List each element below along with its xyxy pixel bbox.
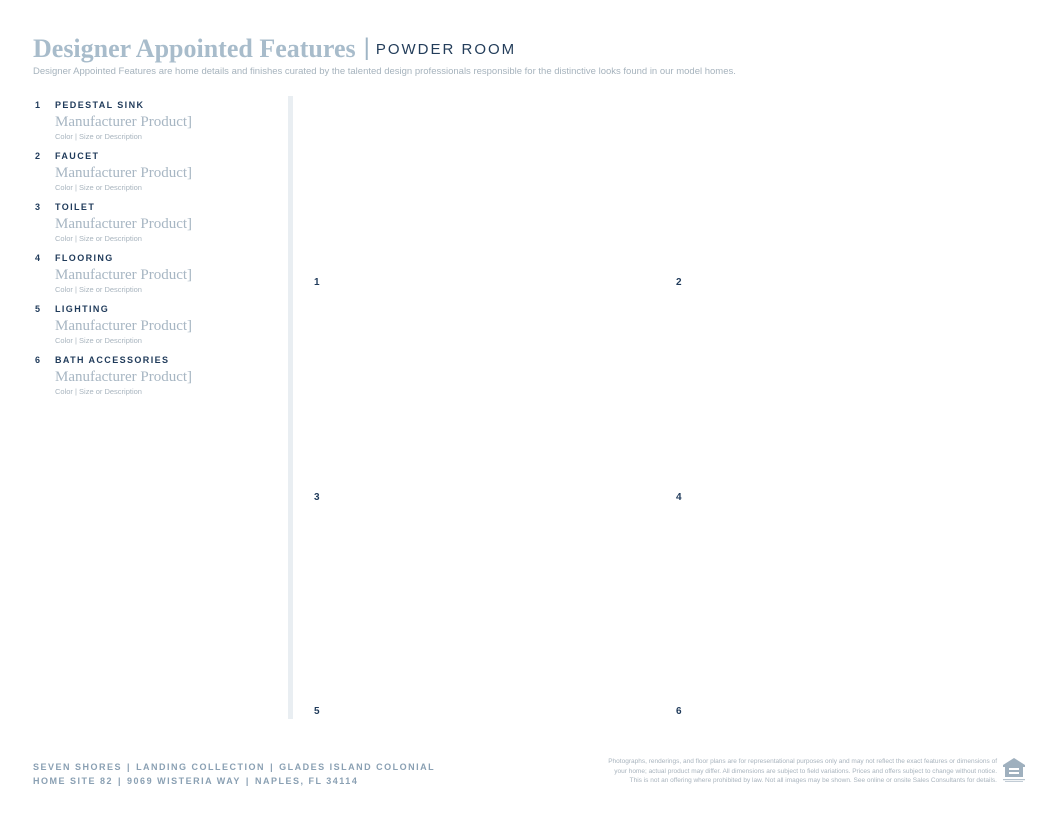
photo-label-5: 5 — [314, 706, 320, 717]
feature-number: 1 — [35, 100, 41, 110]
footer-city: NAPLES, FL 34114 — [254, 776, 359, 786]
footer-line-2: HOME SITE 82 | 9069 WISTERIA WAY | NAPLES, FL 34114 — [33, 776, 359, 786]
photo-label-6: 6 — [676, 706, 682, 717]
title-separator: | — [363, 34, 370, 61]
footer-address: 9069 WISTERIA WAY — [127, 776, 241, 786]
page-header — [33, 34, 516, 64]
vertical-divider — [288, 96, 293, 719]
photo-label-1: 1 — [314, 277, 320, 288]
feature-item — [35, 253, 275, 304]
footer-line-1: SEVEN SHORES | LANDING COLLECTION | GLADES ISLAND COLONIAL — [33, 762, 436, 772]
feature-number: 4 — [35, 253, 41, 263]
feature-name: TOILET — [55, 202, 96, 212]
feature-product: Manufacturer Product] — [55, 267, 193, 283]
title-line — [33, 34, 516, 64]
feature-item — [35, 151, 275, 202]
feature-name: LIGHTING — [55, 304, 110, 314]
feature-detail: Color | Size or Description — [55, 234, 142, 243]
footer-collection: LANDING COLLECTION — [136, 762, 266, 772]
legal-disclaimer — [517, 757, 997, 786]
photo-label-4: 4 — [676, 492, 682, 503]
disclaimer-line-2: your home; actual product may differ. All dimensions are subject to field variations. Prices and offers subject to change without notice. — [614, 767, 997, 775]
feature-product: Manufacturer Product] — [55, 165, 193, 181]
feature-item — [35, 100, 275, 151]
feature-detail: Color | Size or Description — [55, 336, 142, 345]
feature-product: Manufacturer Product] — [55, 369, 193, 385]
footer-homesite: HOME SITE 82 — [33, 776, 114, 786]
equal-housing-icon — [1002, 757, 1026, 783]
disclaimer-line-1: Photographs, renderings, and floor plans are for representational purposes only and may not reflect the exact features or dimensions of — [608, 758, 997, 765]
feature-name: FAUCET — [55, 151, 100, 161]
disclaimer-line-3: This is not an offering where prohibited by law. Not all images may be shown. See online or onsite Sales Consultants for details. — [629, 777, 997, 784]
page-title: Designer Appointed Features — [33, 34, 356, 63]
photo-label-2: 2 — [676, 277, 682, 288]
feature-name: PEDESTAL SINK — [55, 100, 145, 110]
feature-detail: Color | Size or Description — [55, 285, 142, 294]
feature-detail: Color | Size or Description — [55, 183, 142, 192]
feature-item — [35, 304, 275, 355]
footer-model: GLADES ISLAND COLONIAL — [279, 762, 436, 772]
feature-number: 6 — [35, 355, 41, 365]
feature-product: Manufacturer Product] — [55, 216, 193, 232]
feature-name: FLOORING — [55, 253, 114, 263]
feature-number: 5 — [35, 304, 41, 314]
feature-list — [35, 100, 275, 406]
feature-name: BATH ACCESSORIES — [55, 355, 170, 365]
footer-community: SEVEN SHORES — [33, 762, 123, 772]
feature-detail: Color | Size or Description — [55, 387, 142, 396]
footer-location — [33, 760, 435, 788]
feature-item — [35, 202, 275, 253]
feature-number: 2 — [35, 151, 41, 161]
page-subtitle: Designer Appointed Features are home details and finishes curated by the talented design professionals responsible for the distinctive looks found in our model homes. — [33, 66, 736, 77]
feature-item — [35, 355, 275, 406]
feature-product: Manufacturer Product] — [55, 318, 193, 334]
feature-number: 3 — [35, 202, 41, 212]
feature-detail: Color | Size or Description — [55, 132, 142, 141]
room-name: POWDER ROOM — [375, 41, 517, 58]
photo-label-3: 3 — [314, 492, 320, 503]
feature-product: Manufacturer Product] — [55, 114, 193, 130]
